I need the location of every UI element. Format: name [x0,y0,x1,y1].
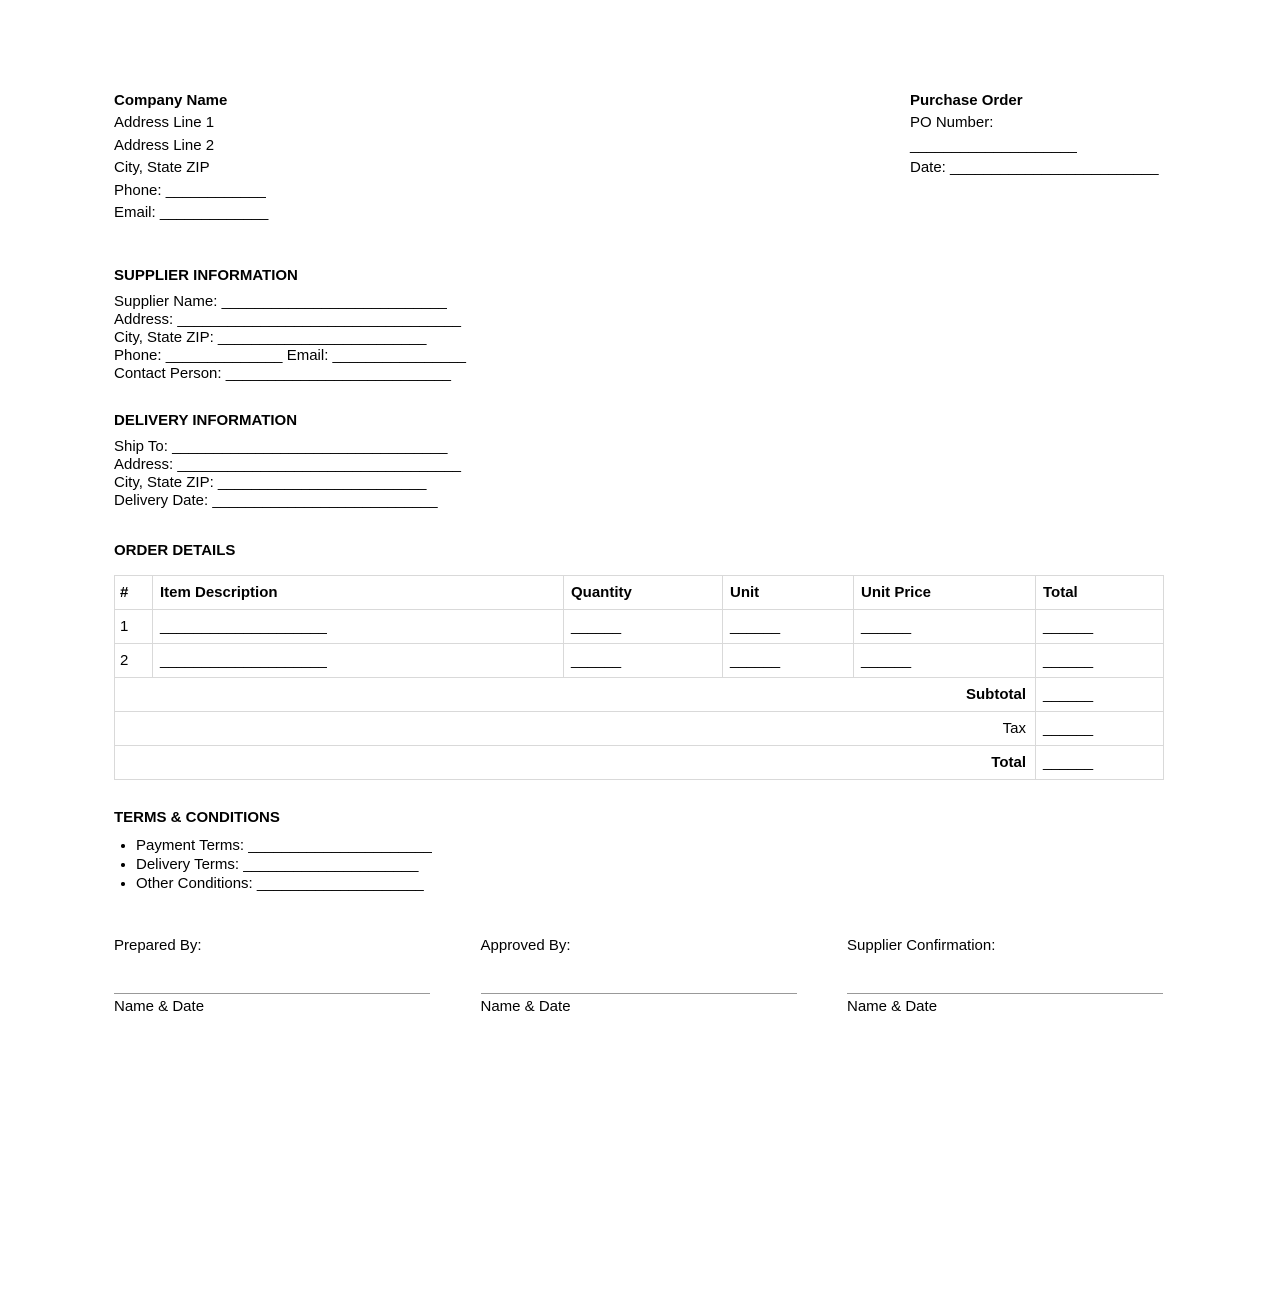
col-header-unit-price: Unit Price [854,576,1036,610]
tax-blank[interactable]: ______ [1043,720,1094,738]
prepared-by-block [114,937,430,1016]
subtotal-label: Subtotal [115,678,1036,712]
delivery-ship-to-blank[interactable]: _________________________________ [172,438,448,456]
supplier-contact-row [114,365,1163,383]
supplier-confirmation-caption: Name & Date [847,998,938,1016]
delivery-address-row [114,456,1163,474]
po-date-label: Date: [910,159,946,177]
delivery-address-blank[interactable]: __________________________________ [177,456,462,474]
company-email-blank[interactable]: _____________ [159,204,269,222]
po-date-blank[interactable]: _________________________ [950,159,1159,177]
payment-terms-item [136,837,1163,856]
subtotal-row [115,678,1164,712]
purchase-order-block [910,90,1163,224]
col-header-number: # [115,576,153,610]
delivery-city-blank[interactable]: _________________________ [217,474,427,492]
total-row [115,746,1164,780]
supplier-address-row [114,311,1163,329]
row-2-description-blank[interactable]: ____________________ [160,652,327,670]
supplier-phone-email-row [114,347,1163,365]
tax-label: Tax [115,712,1036,746]
terms-conditions-section [114,809,1163,893]
supplier-information-section [114,267,1163,383]
col-header-item-description: Item Description [153,576,564,610]
supplier-contact-label: Contact Person: [114,365,222,383]
row-1-unit-price-blank[interactable]: ______ [861,618,912,636]
other-conditions-blank[interactable]: ____________________ [256,874,424,892]
row-1-description-blank[interactable]: ____________________ [160,618,327,636]
delivery-terms-item [136,856,1163,875]
row-1-quantity-blank[interactable]: ______ [571,618,622,636]
supplier-contact-blank[interactable]: ___________________________ [225,365,451,383]
other-conditions-item [136,875,1163,894]
row-2-unit-blank[interactable]: ______ [730,652,781,670]
delivery-date-row [114,492,1163,510]
document-title: Purchase Order [910,92,1023,109]
terms-section-title: TERMS & CONDITIONS [114,809,280,827]
delivery-terms-label: Delivery Terms: [136,856,240,874]
delivery-ship-to-label: Ship To: [114,438,168,456]
supplier-name-label: Supplier Name: [114,293,218,311]
po-number-row [910,112,1163,157]
col-header-unit: Unit [723,576,854,610]
approved-by-label: Approved By: [480,937,571,955]
delivery-terms-blank[interactable]: _____________________ [243,856,419,874]
payment-terms-blank[interactable]: ______________________ [248,837,432,855]
supplier-confirmation-label: Supplier Confirmation: [847,937,996,955]
approved-by-caption: Name & Date [480,998,571,1016]
company-phone-blank[interactable]: ____________ [165,181,266,199]
supplier-confirmation-block [847,937,1163,1016]
payment-terms-label: Payment Terms: [136,837,245,855]
row-1-total-blank[interactable]: ______ [1043,618,1094,636]
supplier-city-row [114,329,1163,347]
supplier-name-blank[interactable]: ___________________________ [221,293,447,311]
supplier-phone-blank[interactable]: ______________ [165,347,283,365]
row-2-unit-price-blank[interactable]: ______ [861,652,912,670]
signature-section [114,937,1163,1016]
company-name: Company Name [114,92,228,109]
tax-row [115,712,1164,746]
delivery-city-row [114,474,1163,492]
order-details-table [114,575,1164,780]
order-row-2 [115,644,1164,678]
prepared-by-label: Prepared By: [114,937,202,955]
delivery-address-label: Address: [114,456,174,474]
document-header [114,90,1163,224]
delivery-date-label: Delivery Date: [114,492,209,510]
supplier-city-blank[interactable]: _________________________ [217,329,427,347]
total-label: Total [115,746,1036,780]
row-2-quantity-blank[interactable]: ______ [571,652,622,670]
supplier-city-label: City, State ZIP: [114,329,214,347]
company-email-label: Email: [114,204,156,222]
company-phone-label: Phone: [114,181,162,199]
po-number-blank[interactable]: ____________________ [910,136,1077,154]
delivery-date-blank[interactable]: ___________________________ [212,492,438,510]
subtotal-blank[interactable]: ______ [1043,686,1094,704]
row-1-number: 1 [115,610,153,644]
po-number-label: PO Number: [910,114,994,132]
supplier-name-row [114,293,1163,311]
supplier-address-label: Address: [114,311,174,329]
prepared-by-caption: Name & Date [114,998,205,1016]
supplier-section-title: SUPPLIER INFORMATION [114,267,298,285]
delivery-information-section [114,412,1163,510]
company-email-row [114,202,268,224]
company-info-block [114,90,268,224]
delivery-city-label: City, State ZIP: [114,474,214,492]
delivery-ship-to-row [114,438,1163,456]
supplier-phone-label: Phone: [114,347,162,365]
col-header-quantity: Quantity [564,576,723,610]
company-address-line-1: Address Line 1 [114,114,215,132]
approved-by-block [481,937,797,1016]
row-1-unit-blank[interactable]: ______ [730,618,781,636]
po-date-row [910,157,1163,179]
row-2-number: 2 [115,644,153,678]
supplier-email-blank[interactable]: ________________ [332,347,467,365]
col-header-total: Total [1036,576,1164,610]
supplier-email-label: Email: [286,347,329,365]
delivery-section-title: DELIVERY INFORMATION [114,412,298,430]
order-table-header-row [115,576,1164,610]
terms-list [117,837,1163,893]
company-phone-row [114,180,268,202]
other-conditions-label: Other Conditions: [136,874,253,892]
company-address-line-2: Address Line 2 [114,136,215,154]
row-2-total-blank[interactable]: ______ [1043,652,1094,670]
order-row-1 [115,610,1164,644]
supplier-address-blank[interactable]: __________________________________ [177,311,462,329]
company-city-state-zip: City, State ZIP [114,159,210,177]
order-details-section [114,542,1163,780]
order-details-title: ORDER DETAILS [114,542,236,560]
total-blank[interactable]: ______ [1043,754,1094,772]
